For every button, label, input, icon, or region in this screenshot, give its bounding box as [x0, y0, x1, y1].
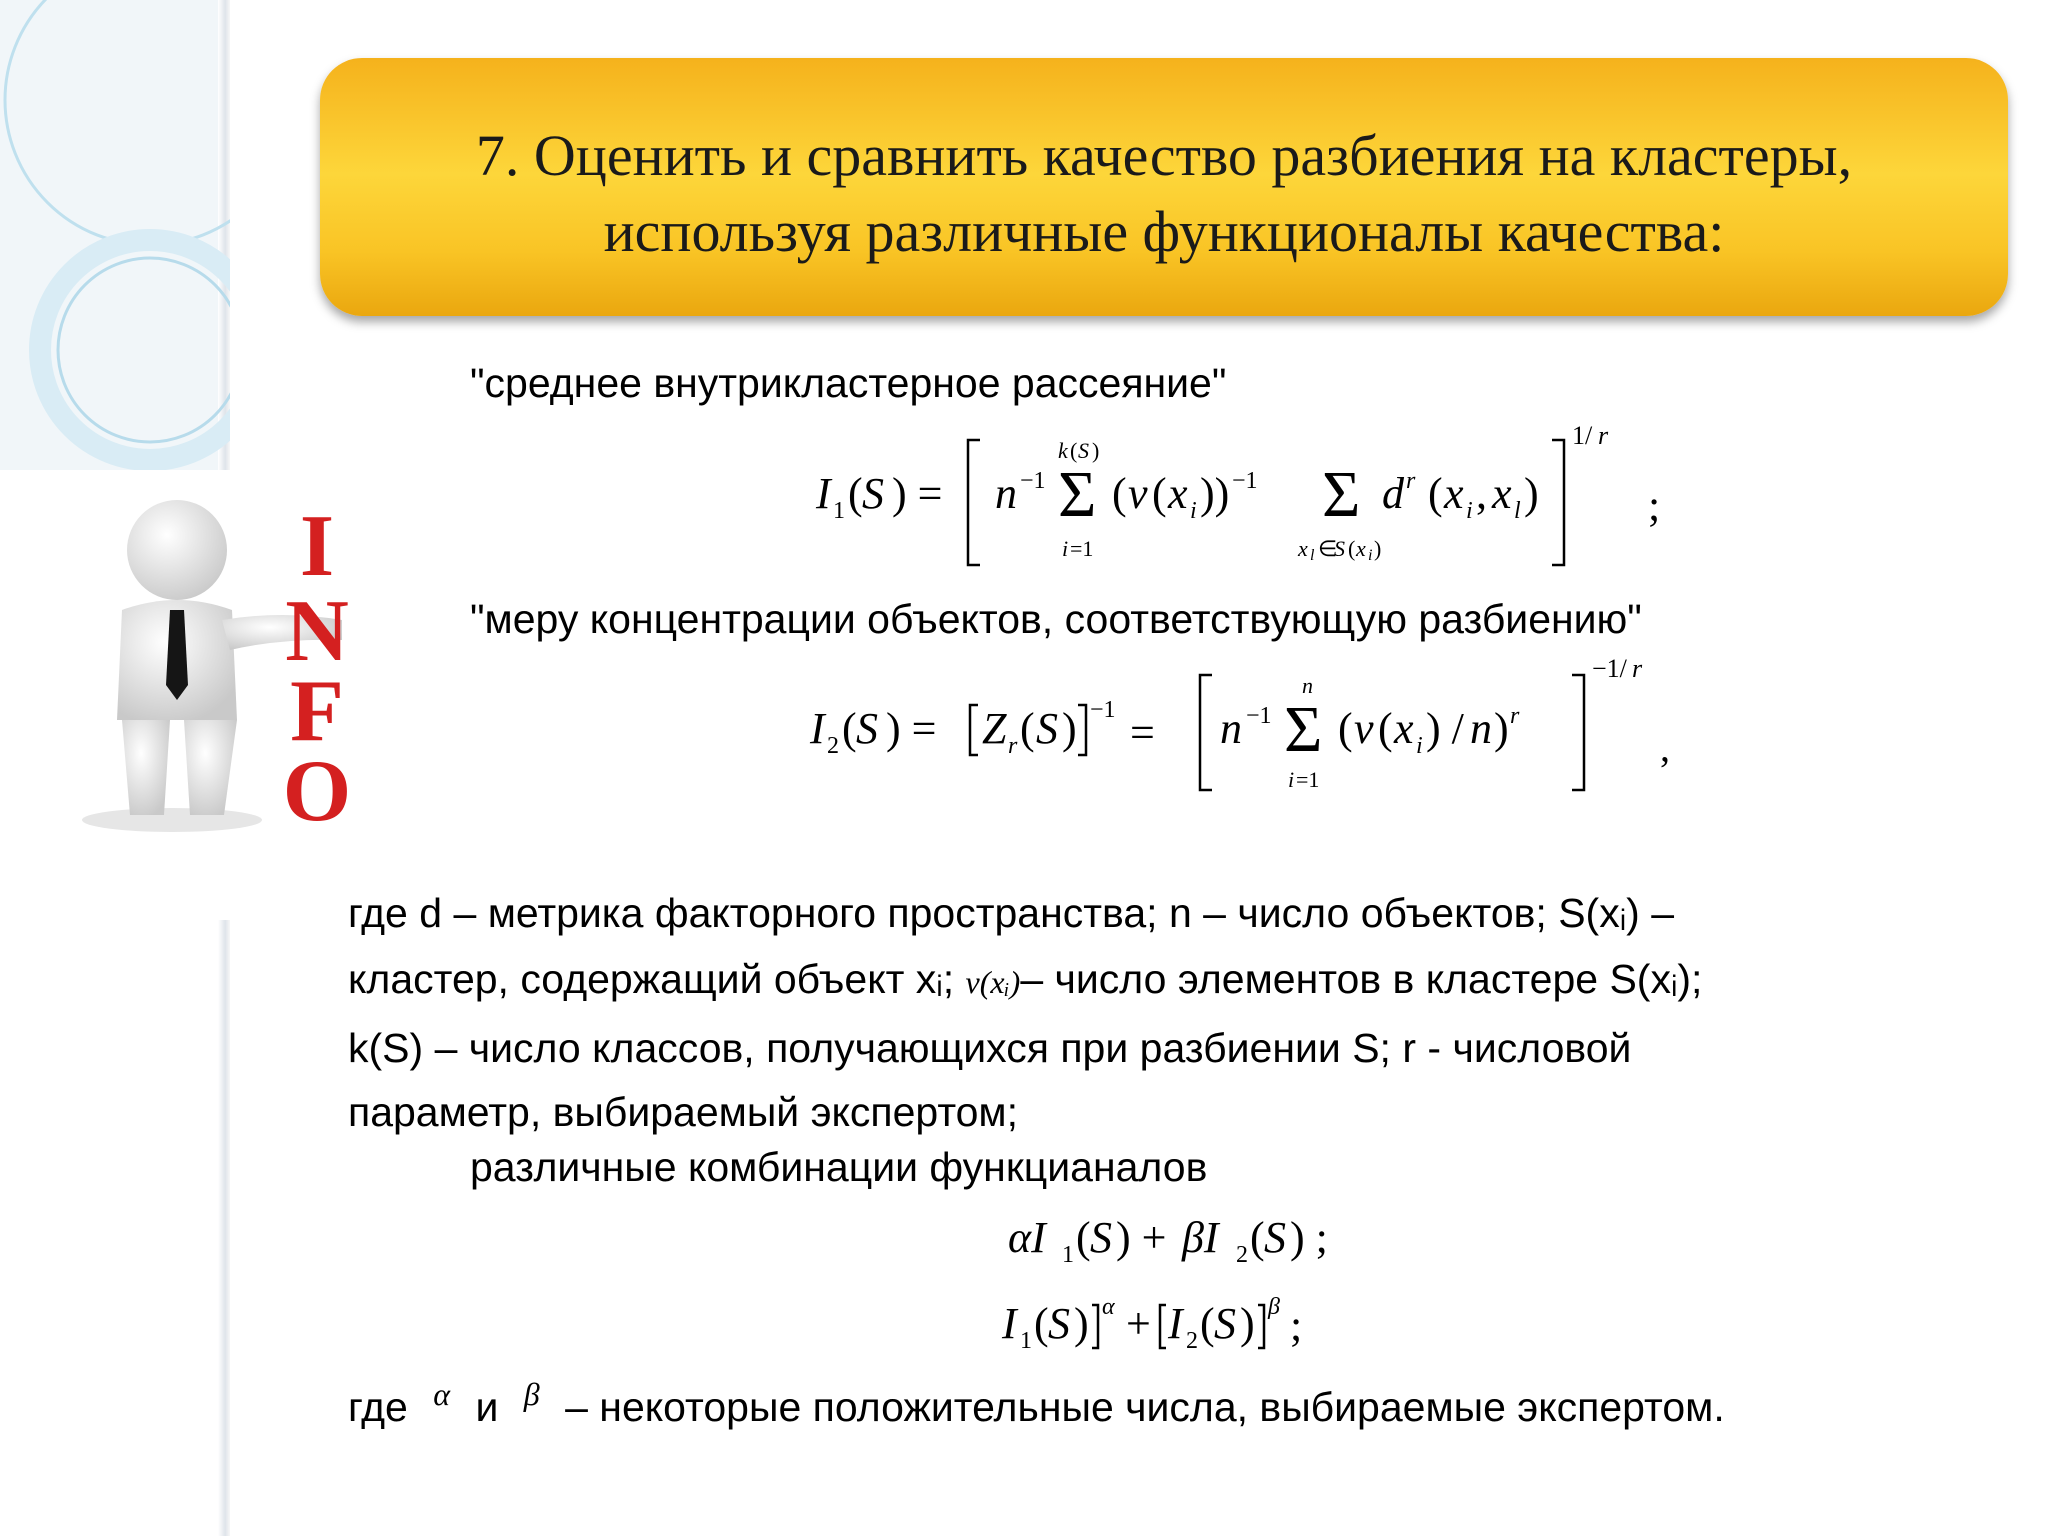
svg-text:S: S: [1214, 1299, 1236, 1348]
svg-text:1/: 1/: [1572, 421, 1593, 450]
svg-text:1: 1: [833, 498, 845, 524]
svg-text:−1: −1: [1232, 468, 1258, 494]
svg-text:)): )): [1200, 469, 1230, 518]
svg-text:(: (: [848, 469, 863, 518]
svg-text:βI: βI: [1182, 1213, 1219, 1262]
decor-stripe: [218, 920, 230, 1536]
svg-text:x: x: [1298, 536, 1308, 561]
svg-text:d: d: [1382, 469, 1404, 518]
definitions-line-3: k(S) – число классов, получающихся при разбиении S; r - числовой: [348, 1025, 1632, 1071]
svg-text:Σ: Σ: [1322, 458, 1361, 531]
svg-text:I: I: [1002, 1299, 1017, 1348]
definitions-line-4: параметр, выбираемый экспертом;: [348, 1089, 1019, 1135]
svg-text:) /: ) /: [1426, 704, 1464, 753]
svg-text:=: =: [1130, 708, 1155, 757]
svg-text:(: (: [1076, 1213, 1091, 1262]
beta-symbol: β: [523, 1376, 540, 1412]
svg-text:i: i: [1416, 733, 1423, 759]
svg-text:r: r: [1008, 733, 1018, 759]
svg-text:α: α: [1102, 1294, 1115, 1320]
svg-text:(: (: [1020, 704, 1035, 753]
svg-text:I: I: [816, 469, 831, 518]
svg-text:S: S: [1036, 704, 1058, 753]
svg-text:(: (: [1152, 469, 1167, 518]
svg-text:): ): [1092, 438, 1100, 463]
title-line-2: используя различные функционалы качества:: [603, 199, 1725, 264]
svg-text:(: (: [842, 704, 857, 753]
title-line-1: 7. Оценить и сравнить качество разбиения на кластеры,: [475, 123, 1853, 188]
svg-text:−1: −1: [1246, 703, 1272, 729]
svg-text:−1: −1: [1090, 697, 1116, 723]
svg-text:): ): [1374, 536, 1382, 561]
svg-text:): ): [1074, 1299, 1089, 1348]
svg-text:x: x: [1394, 704, 1414, 753]
svg-text:x: x: [1356, 536, 1366, 561]
svg-text:1: 1: [1062, 1242, 1074, 1268]
svg-text:ν: ν: [1128, 469, 1148, 518]
info-person-illustration: [52, 470, 382, 850]
svg-text:S: S: [856, 704, 878, 753]
svg-text:(: (: [1070, 438, 1078, 463]
svg-text:=1: =1: [1070, 536, 1094, 561]
svg-text:i: i: [1190, 498, 1197, 524]
svg-text:n: n: [1302, 673, 1313, 698]
svg-text:n: n: [995, 469, 1017, 518]
svg-text:S: S: [1264, 1213, 1286, 1262]
svg-text:r: r: [1510, 703, 1520, 729]
svg-text:i: i: [1466, 498, 1473, 524]
svg-text:r: r: [1598, 421, 1609, 450]
svg-text:) =: ) =: [892, 469, 943, 518]
svg-text:l: l: [1310, 547, 1315, 564]
definitions-paragraph: [348, 878, 2008, 1141]
svg-text:x: x: [1168, 469, 1188, 518]
svg-text:1: 1: [1020, 1328, 1032, 1354]
svg-text:β: β: [1268, 1294, 1280, 1320]
svg-text:+: +: [1126, 1299, 1151, 1348]
svg-text:I: I: [810, 704, 825, 753]
logo-letter-f: F: [290, 663, 344, 760]
svg-text:S: S: [862, 469, 884, 518]
svg-text:,: ,: [1476, 469, 1487, 518]
decor-rings: [0, 0, 230, 470]
svg-text:;: ;: [1290, 1301, 1303, 1350]
definitions-line-2: кластер, содержащий объект xᵢ; ν(xᵢ)– число элементов в кластере S(xᵢ);: [348, 956, 1703, 1002]
svg-text:) ;: ) ;: [1290, 1213, 1328, 1262]
svg-text:x: x: [1492, 469, 1512, 518]
logo-letter-i: I: [299, 498, 335, 595]
svg-text:2: 2: [1236, 1242, 1248, 1268]
svg-text:ν: ν: [1354, 704, 1374, 753]
svg-text:(: (: [1200, 1299, 1215, 1348]
svg-text:;: ;: [1648, 481, 1661, 530]
svg-text:l: l: [1514, 498, 1521, 524]
svg-text:(: (: [1378, 704, 1393, 753]
formula-combinations: [1000, 1200, 1400, 1360]
svg-text:Z: Z: [982, 704, 1007, 753]
svg-text:i: i: [1368, 547, 1373, 564]
svg-text:r: r: [1632, 655, 1643, 683]
svg-text:n: n: [1220, 704, 1242, 753]
svg-text:I: I: [1168, 1299, 1183, 1348]
svg-text:i: i: [1062, 536, 1069, 561]
svg-text:n: n: [1470, 704, 1492, 753]
svg-text:): ): [1524, 469, 1539, 518]
svg-text:) +: ) +: [1116, 1213, 1167, 1262]
alpha-symbol: α: [433, 1376, 451, 1412]
svg-text:Σ: Σ: [1284, 693, 1323, 766]
svg-text:(: (: [1112, 469, 1127, 518]
svg-text:=1: =1: [1296, 767, 1320, 792]
nu-symbol: ν(xᵢ): [965, 964, 1021, 1000]
svg-text:αI: αI: [1008, 1213, 1046, 1262]
formula-i2: [800, 655, 1700, 805]
svg-text:∈: ∈: [1318, 536, 1338, 561]
logo-letter-n: N: [285, 583, 349, 680]
svg-text:(: (: [1250, 1213, 1265, 1262]
section-label-combinations: различные комбинации функцианалов: [470, 1144, 1208, 1190]
definitions-line-1: где d – метрика факторного пространства; n – число объектов; S(xᵢ) –: [348, 890, 1675, 936]
svg-text:−1: −1: [1020, 468, 1046, 494]
svg-text:(: (: [1348, 536, 1356, 561]
svg-text:): ): [1494, 704, 1509, 753]
final-note: где $^\alpha$ и $^\beta$ – некоторые положительные числа, выбираемые экспертом.: [348, 1376, 1725, 1430]
svg-text:) =: ) =: [886, 704, 937, 753]
svg-text:Σ: Σ: [1058, 458, 1097, 531]
svg-text:(: (: [1338, 704, 1353, 753]
svg-text:S: S: [1334, 536, 1345, 561]
section-label-scatter: "среднее внутрикластерное рассеяние": [470, 360, 1227, 406]
svg-text:2: 2: [827, 733, 839, 759]
formula-i1: [800, 420, 1700, 580]
svg-text:): ): [1062, 704, 1077, 753]
svg-text:S: S: [1048, 1299, 1070, 1348]
svg-text:2: 2: [1186, 1328, 1198, 1354]
svg-text:(: (: [1034, 1299, 1049, 1348]
svg-text:r: r: [1406, 468, 1416, 494]
svg-text:(: (: [1428, 469, 1443, 518]
logo-letter-o: O: [282, 743, 352, 840]
svg-text:,: ,: [1660, 725, 1670, 770]
svg-text:S: S: [1090, 1213, 1112, 1262]
svg-text:): ): [1240, 1299, 1255, 1348]
svg-text:i: i: [1288, 767, 1295, 792]
svg-text:x: x: [1444, 469, 1464, 518]
section-label-concentration: "меру концентрации объектов, соответствующую разбиению": [470, 596, 1642, 642]
svg-text:k: k: [1058, 438, 1068, 463]
svg-text:−1/: −1/: [1592, 655, 1627, 683]
svg-text:S: S: [1078, 438, 1089, 463]
page-title: [320, 118, 2008, 270]
